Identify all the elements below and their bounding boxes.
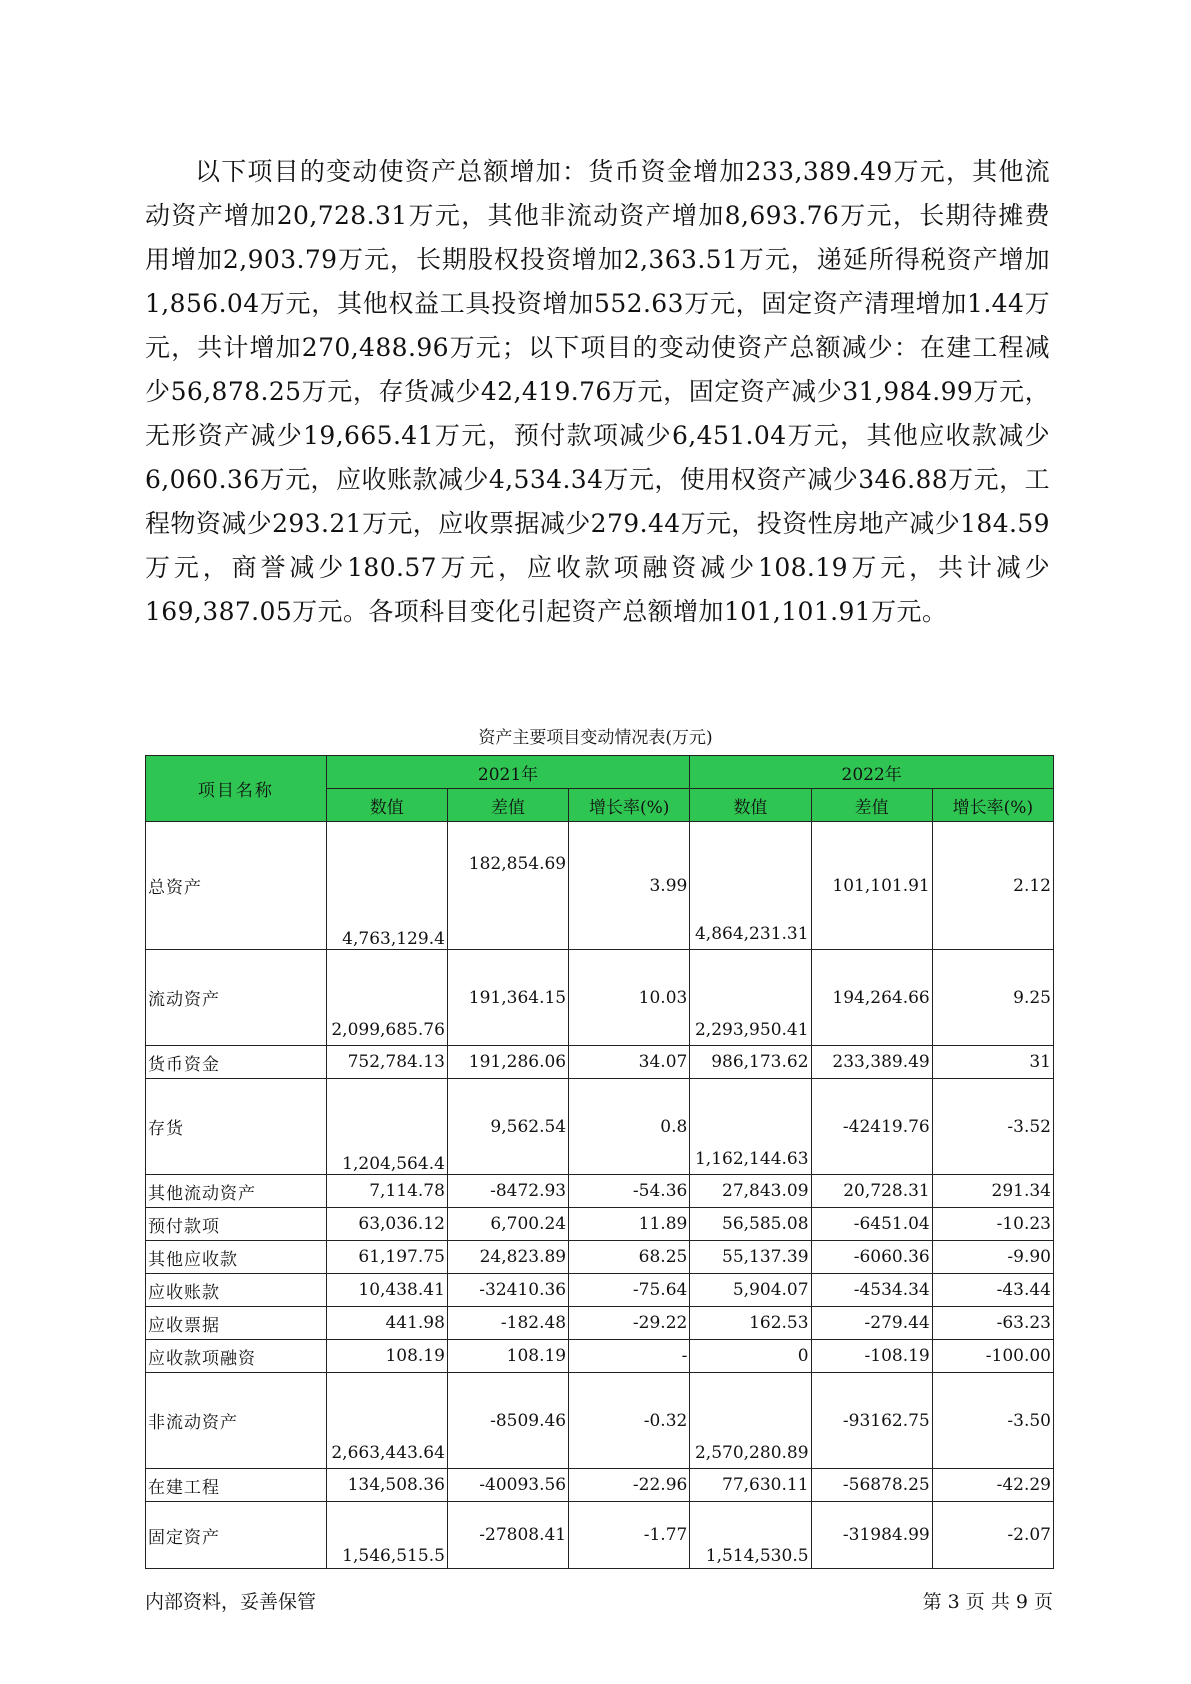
cell-rate-2021: - <box>569 1340 690 1373</box>
cell-rate-2022: 291.34 <box>932 1175 1053 1208</box>
cell-rate-2021: -54.36 <box>569 1175 690 1208</box>
header-rate-2021: 增长率(%) <box>569 789 690 822</box>
table-row <box>146 1208 1054 1241</box>
cell-diff-2022: -56878.25 <box>811 1469 932 1502</box>
cell-diff-2021: 108.19 <box>447 1340 568 1373</box>
cell-diff-2022: -4534.34 <box>811 1274 932 1307</box>
cell-diff-2021: -182.48 <box>447 1307 568 1340</box>
row-label: 在建工程 <box>146 1469 327 1502</box>
header-value-2022: 数值 <box>690 789 811 822</box>
cell-diff-2021: -27808.41 <box>447 1502 568 1569</box>
cell-value-2022: 5,904.07 <box>690 1274 811 1307</box>
table-row <box>146 950 1054 1046</box>
header-item-name: 项目名称 <box>146 756 327 822</box>
table-caption: 资产主要项目变动情况表(万元) <box>478 728 713 748</box>
cell-value-2022: 1,162,144.63 <box>690 1079 811 1175</box>
cell-diff-2022: 101,101.91 <box>811 822 932 950</box>
cell-rate-2022: -43.44 <box>932 1274 1053 1307</box>
header-rate-2022: 增长率(%) <box>932 789 1053 822</box>
cell-rate-2022: -3.50 <box>932 1373 1053 1469</box>
cell-diff-2022: 20,728.31 <box>811 1175 932 1208</box>
table-row <box>146 1274 1054 1307</box>
header-year-2021: 2021年 <box>326 756 690 789</box>
cell-diff-2021: 191,286.06 <box>447 1046 568 1079</box>
header-diff-2021: 差值 <box>447 789 568 822</box>
cell-rate-2021: 3.99 <box>569 822 690 950</box>
table-row <box>146 1502 1054 1569</box>
row-label: 存货 <box>146 1079 327 1175</box>
body-paragraph: 以下项目的变动使资产总额增加：货币资金增加233,389.49万元，其他流动资产增加20,728.31万元，其他非流动资产增加8,693.76万元，长期待摊费用增加2,903.79万元，长期股权投资增加2,363.51万元，递延所得税资产增加1,856.04万元，其他权益工具投资增加552.63万元，固定资产清理增加1.44万元，共计增加270,488.96万元；以下项目的变动使资产总额减少：在建工程减少56,878.25万元，存货减少42,419.76万元，固定资产减少31,984.99万元，无形资产减少19,665.41万元，预付款项减少6,451.04万元，其他应收款减少6,060.36万元，应收账款减少4,534.34万元，使用权资产减少346.88万元，工程物资减少293.21万元，应收票据减少279.44万元，投资性房地产减少184.59万元，商誉减少180.57万元，应收款项融资减少108.19万元，共计减少169,387.05万元。各项科目变化引起资产总额增加101,101.91万元。 <box>145 157 1050 626</box>
cell-rate-2022: -9.90 <box>932 1241 1053 1274</box>
cell-value-2021: 1,546,515.5 <box>326 1502 447 1569</box>
cell-diff-2022: -42419.76 <box>811 1079 932 1175</box>
cell-diff-2021: 9,562.54 <box>447 1079 568 1175</box>
row-label: 货币资金 <box>146 1046 327 1079</box>
cell-value-2021: 10,438.41 <box>326 1274 447 1307</box>
cell-value-2022: 27,843.09 <box>690 1175 811 1208</box>
cell-rate-2021: -29.22 <box>569 1307 690 1340</box>
cell-value-2022: 56,585.08 <box>690 1208 811 1241</box>
cell-rate-2022: -63.23 <box>932 1307 1053 1340</box>
cell-diff-2022: 194,264.66 <box>811 950 932 1046</box>
cell-rate-2021: 68.25 <box>569 1241 690 1274</box>
cell-rate-2022: -10.23 <box>932 1208 1053 1241</box>
cell-rate-2022: 2.12 <box>932 822 1053 950</box>
assets-change-table <box>145 755 1054 1569</box>
cell-diff-2021: 24,823.89 <box>447 1241 568 1274</box>
header-value-2021: 数值 <box>326 789 447 822</box>
table-row <box>146 1469 1054 1502</box>
cell-value-2022: 77,630.11 <box>690 1469 811 1502</box>
table-row <box>146 1046 1054 1079</box>
header-year-2022: 2022年 <box>690 756 1054 789</box>
cell-value-2022: 986,173.62 <box>690 1046 811 1079</box>
cell-diff-2021: 191,364.15 <box>447 950 568 1046</box>
cell-rate-2021: 10.03 <box>569 950 690 1046</box>
cell-value-2021: 2,663,443.64 <box>326 1373 447 1469</box>
cell-value-2021: 63,036.12 <box>326 1208 447 1241</box>
cell-value-2021: 134,508.36 <box>326 1469 447 1502</box>
cell-value-2021: 441.98 <box>326 1307 447 1340</box>
row-label: 固定资产 <box>146 1502 327 1569</box>
cell-diff-2021: 6,700.24 <box>447 1208 568 1241</box>
row-label: 流动资产 <box>146 950 327 1046</box>
cell-value-2021: 4,763,129.4 <box>326 822 447 950</box>
cell-diff-2021: -32410.36 <box>447 1274 568 1307</box>
cell-rate-2021: 34.07 <box>569 1046 690 1079</box>
table-row <box>146 822 1054 950</box>
cell-rate-2022: -3.52 <box>932 1079 1053 1175</box>
cell-rate-2022: 31 <box>932 1046 1053 1079</box>
cell-value-2022: 2,570,280.89 <box>690 1373 811 1469</box>
row-label: 预付款项 <box>146 1208 327 1241</box>
cell-rate-2021: 0.8 <box>569 1079 690 1175</box>
table-row <box>146 1079 1054 1175</box>
row-label: 其他流动资产 <box>146 1175 327 1208</box>
footer-confidential-note: 内部资料，妥善保管 <box>145 1591 317 1613</box>
table-row <box>146 1307 1054 1340</box>
cell-value-2022: 2,293,950.41 <box>690 950 811 1046</box>
row-label: 总资产 <box>146 822 327 950</box>
cell-rate-2021: -22.96 <box>569 1469 690 1502</box>
cell-rate-2022: -2.07 <box>932 1502 1053 1569</box>
cell-diff-2021: 182,854.69 <box>447 822 568 950</box>
row-label: 其他应收款 <box>146 1241 327 1274</box>
cell-diff-2021: -8472.93 <box>447 1175 568 1208</box>
row-label: 应收款项融资 <box>146 1340 327 1373</box>
cell-value-2022: 4,864,231.31 <box>690 822 811 950</box>
cell-rate-2022: 9.25 <box>932 950 1053 1046</box>
cell-diff-2021: -8509.46 <box>447 1373 568 1469</box>
cell-value-2022: 1,514,530.5 <box>690 1502 811 1569</box>
cell-value-2022: 162.53 <box>690 1307 811 1340</box>
cell-diff-2022: -279.44 <box>811 1307 932 1340</box>
table-row <box>146 1373 1054 1469</box>
cell-diff-2022: -6451.04 <box>811 1208 932 1241</box>
cell-value-2021: 7,114.78 <box>326 1175 447 1208</box>
cell-diff-2022: -108.19 <box>811 1340 932 1373</box>
table-row <box>146 1175 1054 1208</box>
row-label: 应收票据 <box>146 1307 327 1340</box>
cell-diff-2022: -31984.99 <box>811 1502 932 1569</box>
cell-diff-2022: -93162.75 <box>811 1373 932 1469</box>
cell-value-2021: 752,784.13 <box>326 1046 447 1079</box>
cell-value-2021: 108.19 <box>326 1340 447 1373</box>
cell-value-2021: 2,099,685.76 <box>326 950 447 1046</box>
cell-rate-2021: -75.64 <box>569 1274 690 1307</box>
cell-rate-2022: -100.00 <box>932 1340 1053 1373</box>
cell-rate-2022: -42.29 <box>932 1469 1053 1502</box>
cell-value-2021: 61,197.75 <box>326 1241 447 1274</box>
header-diff-2022: 差值 <box>811 789 932 822</box>
row-label: 非流动资产 <box>146 1373 327 1469</box>
table-row <box>146 1340 1054 1373</box>
cell-value-2021: 1,204,564.4 <box>326 1079 447 1175</box>
cell-value-2022: 0 <box>690 1340 811 1373</box>
table-row <box>146 1241 1054 1274</box>
cell-diff-2022: 233,389.49 <box>811 1046 932 1079</box>
cell-rate-2021: -0.32 <box>569 1373 690 1469</box>
cell-rate-2021: 11.89 <box>569 1208 690 1241</box>
footer-page-number: 第 3 页 共 9 页 <box>922 1591 1053 1613</box>
cell-diff-2021: -40093.56 <box>447 1469 568 1502</box>
row-label: 应收账款 <box>146 1274 327 1307</box>
cell-rate-2021: -1.77 <box>569 1502 690 1569</box>
cell-diff-2022: -6060.36 <box>811 1241 932 1274</box>
cell-value-2022: 55,137.39 <box>690 1241 811 1274</box>
